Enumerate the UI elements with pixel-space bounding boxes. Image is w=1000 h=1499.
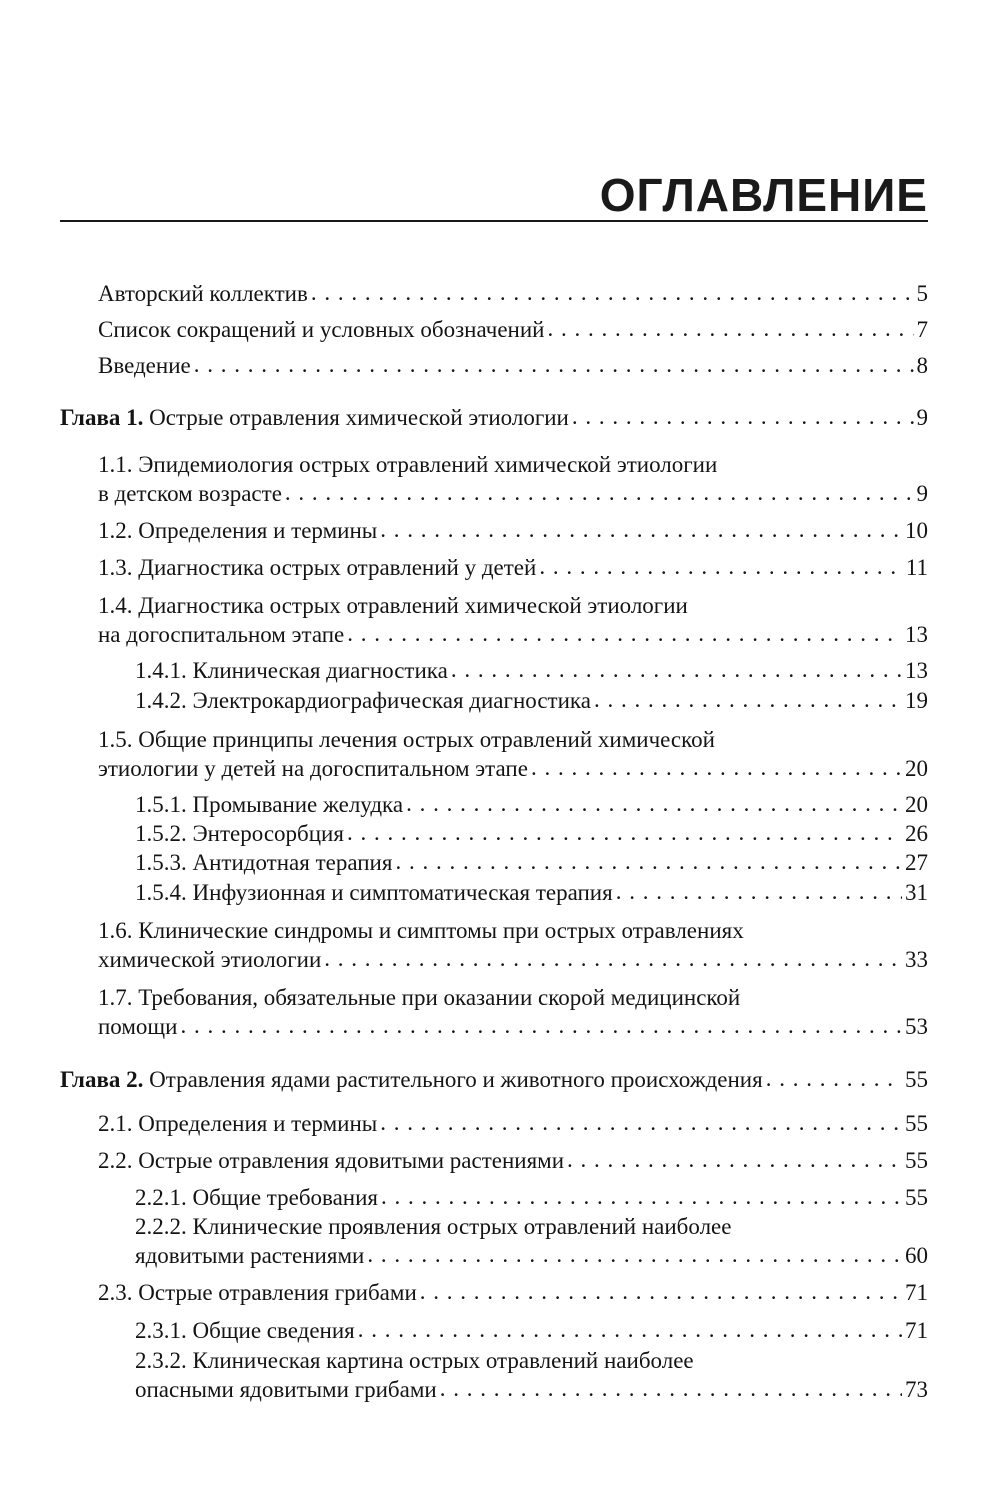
leader-dots [347, 619, 902, 648]
leader-dots [440, 1374, 902, 1403]
toc-entry-text-line1: 1.5. Общие принципы лечения острых отравлений химической [98, 727, 715, 752]
toc-entry-subsection[interactable] [135, 656, 928, 685]
toc-page-number: 73 [905, 1377, 928, 1402]
toc-entry-text-line1: 1.6. Клинические синдромы и симптомы при острых отравлениях [98, 918, 744, 943]
toc-entry-text: 1.4.2. Электрокардиографическая диагностика [135, 688, 591, 713]
toc-entry-text: 2.1. Определения и термины [98, 1111, 378, 1136]
toc-page-number: 55 [905, 1111, 928, 1136]
toc-entry-subsection[interactable] [135, 1346, 928, 1404]
toc-entry-text: 1.5.4. Инфузионная и симптоматическая терапия [135, 880, 613, 905]
toc-page-number: 26 [905, 821, 928, 846]
toc-entry-text: на догоспитальном этапе [98, 622, 345, 647]
toc-entry-text: 2.2. Острые отравления ядовитыми растениями [98, 1148, 565, 1173]
toc-page-number: 20 [905, 792, 928, 817]
toc-page-number: 53 [905, 1014, 928, 1039]
toc-entry-subsection[interactable] [135, 686, 928, 715]
leader-dots [380, 515, 902, 544]
leader-dots [347, 818, 902, 847]
toc-entry-text: 1.4.1. Клиническая диагностика [135, 658, 448, 683]
leader-dots [572, 402, 914, 431]
toc-page-number: 31 [905, 880, 928, 905]
toc-entry-text: ядовитыми растениями [135, 1243, 365, 1268]
toc-page-number: 10 [905, 518, 928, 543]
toc-entry-text: в детском возрасте [98, 481, 282, 506]
toc-entry-text: Авторский коллектив [98, 281, 308, 306]
toc-entry-section[interactable] [98, 916, 928, 974]
toc-entry-text: Отравления ядами растительного и животного происхождения [143, 1067, 763, 1092]
toc-entry-text: 2.2.1. Общие требования [135, 1185, 378, 1210]
toc-entry-section[interactable] [98, 516, 928, 545]
toc-entry-subsection[interactable] [135, 1183, 928, 1212]
toc-entry-subsection[interactable] [135, 790, 928, 819]
leader-dots [616, 877, 902, 906]
toc-entry-subsection[interactable] [135, 819, 928, 848]
toc-entry-front[interactable] [98, 279, 928, 308]
toc-entry-text: помощи [98, 1014, 178, 1039]
toc-entry-text: 1.5.2. Энтеросорбция [135, 821, 344, 846]
leader-dots [367, 1240, 902, 1269]
toc-entry-text-line1: 1.4. Диагностика острых отравлений химической этиологии [98, 593, 688, 618]
toc-entry-text: 1.3. Диагностика острых отравлений у детей [98, 555, 537, 580]
toc-page-number: 55 [905, 1148, 928, 1173]
leader-dots [311, 278, 914, 307]
leader-dots [531, 753, 902, 782]
toc-entry-text: Острые отравления химической этиологии [143, 405, 569, 430]
toc-entry-text-line1: 2.3.2. Клиническая картина острых отравлений наиболее [135, 1348, 694, 1373]
toc-page-number: 71 [905, 1318, 928, 1343]
toc-page-number: 13 [905, 622, 928, 647]
toc-entry-text: Введение [98, 353, 191, 378]
toc-page-number: 8 [916, 353, 928, 378]
chapter-label: Глава 2. [60, 1067, 144, 1092]
leader-dots [380, 1108, 902, 1137]
toc-page-number: 5 [916, 281, 928, 306]
toc-page-number: 33 [905, 947, 928, 972]
leader-dots [180, 1011, 902, 1040]
toc-page-number: 60 [905, 1243, 928, 1268]
leader-dots [406, 789, 902, 818]
toc-entry-text-line1: 1.1. Эпидемиология острых отравлений химической этиологии [98, 452, 718, 477]
toc-page-number: 27 [905, 850, 928, 875]
toc-entry-front[interactable] [98, 351, 928, 380]
toc-entry-section[interactable] [98, 1278, 928, 1307]
chapter-label: Глава 1. [60, 405, 144, 430]
toc-page-number: 55 [905, 1067, 928, 1092]
toc-entry-section[interactable] [98, 983, 928, 1041]
toc-page-number: 7 [916, 317, 928, 342]
toc-entry-front[interactable] [98, 315, 928, 344]
toc-entry-chapter[interactable] [60, 1065, 928, 1094]
toc-entry-text: 1.5.3. Антидотная терапия [135, 850, 393, 875]
toc-entry-section[interactable] [98, 725, 928, 783]
toc-entry-text: 1.2. Определения и термины [98, 518, 378, 543]
leader-dots [594, 685, 902, 714]
toc-entry-subsection[interactable] [135, 848, 928, 877]
toc-page-number: 11 [905, 555, 928, 580]
leader-dots [567, 1145, 902, 1174]
leader-dots [285, 478, 914, 507]
toc-entry-section[interactable] [98, 450, 928, 508]
leader-dots [395, 847, 902, 876]
toc-entry-text-line1: 2.2.2. Клинические проявления острых отравлений наиболее [135, 1214, 732, 1239]
leader-dots [381, 1182, 902, 1211]
leader-dots [766, 1064, 902, 1093]
toc-entry-text: опасными ядовитыми грибами [135, 1377, 437, 1402]
toc-page-number: 20 [905, 756, 928, 781]
leader-dots [324, 944, 902, 973]
toc-entry-section[interactable] [98, 1146, 928, 1175]
toc-page-number: 9 [916, 481, 928, 506]
toc-entry-subsection[interactable] [135, 1316, 928, 1345]
toc-entry-subsection[interactable] [135, 1212, 928, 1270]
toc-entry-text-line1: 1.7. Требования, обязательные при оказании скорой медицинской [98, 985, 741, 1010]
leader-dots [539, 552, 903, 581]
leader-dots [420, 1277, 902, 1306]
toc-entry-text: 2.3.1. Общие сведения [135, 1318, 355, 1343]
leader-dots [451, 655, 902, 684]
toc-page-number: 13 [905, 658, 928, 683]
toc-page-number: 19 [905, 688, 928, 713]
leader-dots [547, 314, 913, 343]
toc-entry-text: химической этиологии [98, 947, 322, 972]
leader-dots [194, 350, 914, 379]
toc-entry-text: этиологии у детей на догоспитальном этапе [98, 756, 528, 781]
toc-page-number: 9 [916, 405, 928, 430]
toc-page-number: 71 [905, 1280, 928, 1305]
toc-entry-chapter[interactable] [60, 403, 928, 432]
toc-entry-text: Список сокращений и условных обозначений [98, 317, 545, 342]
toc-entry-section[interactable] [98, 553, 928, 582]
leader-dots [358, 1315, 902, 1344]
toc-page-number: 55 [905, 1185, 928, 1210]
page-title: ОГЛАВЛЕНИЕ [599, 169, 928, 221]
toc-entry-section[interactable] [98, 1109, 928, 1138]
toc-entry-text: 1.5.1. Промывание желудка [135, 792, 404, 817]
toc-entry-text: 2.3. Острые отравления грибами [98, 1280, 417, 1305]
toc-entry-subsection[interactable] [135, 878, 928, 907]
toc-entry-section[interactable] [98, 591, 928, 649]
